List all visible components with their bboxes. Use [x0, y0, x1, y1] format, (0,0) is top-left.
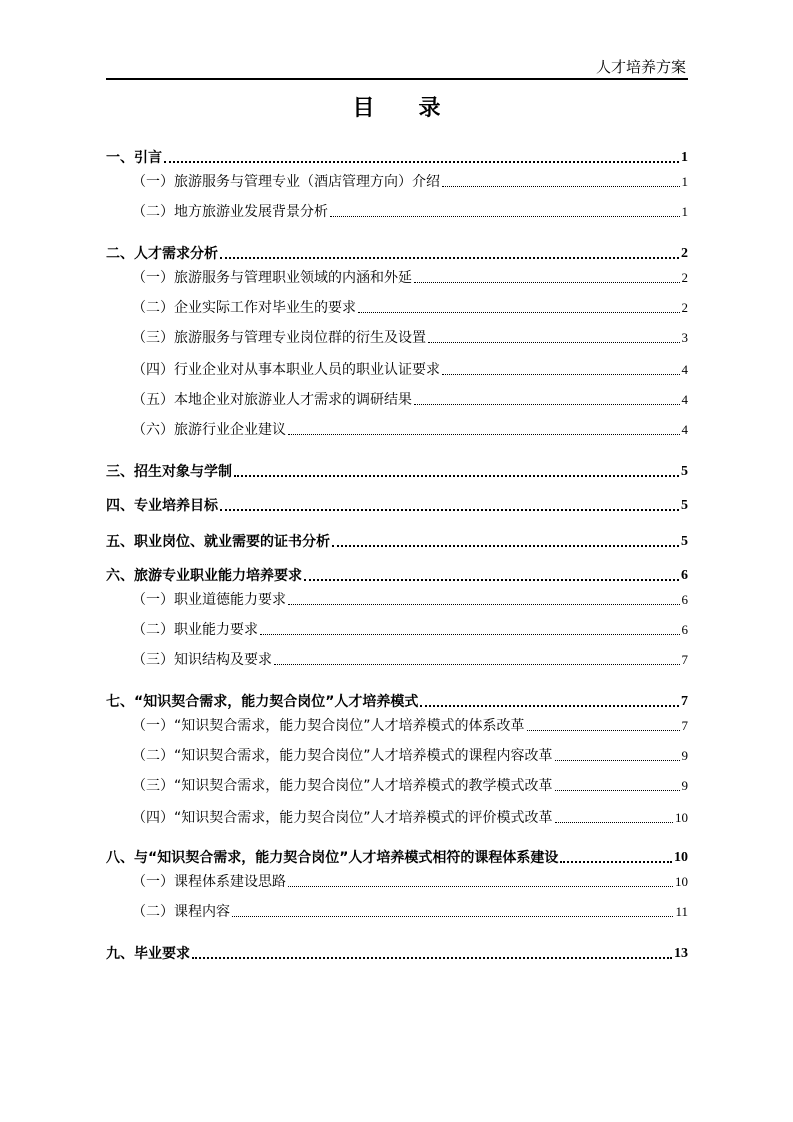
toc-entry-label: （一）“知识契合需求，能力契合岗位”人才培养模式的体系改革: [132, 718, 525, 734]
toc-entry-label: （二）职业能力要求: [132, 622, 258, 638]
toc-entry[interactable]: [106, 620, 688, 640]
toc-entry[interactable]: [106, 566, 688, 586]
toc-entry[interactable]: [106, 808, 688, 828]
toc-entry[interactable]: [106, 902, 688, 922]
toc-entry-label: （二）“知识契合需求，能力契合岗位”人才培养模式的课程内容改革: [132, 748, 553, 764]
dot-leader: [232, 916, 673, 917]
toc-entry-page-number: 7: [681, 718, 688, 733]
running-header: 人才培养方案: [595, 58, 686, 76]
toc-entry-label: （一）职业道德能力要求: [132, 592, 286, 608]
dot-leader: [332, 545, 679, 547]
dot-leader: [442, 374, 680, 375]
toc-entry-label: 六、旅游专业职业能力培养要求: [106, 568, 302, 584]
toc-entry[interactable]: [106, 944, 688, 964]
dot-leader: [288, 886, 673, 887]
toc-entry-page-number: 10: [675, 810, 688, 825]
toc-entry-page-number: 9: [681, 778, 688, 793]
toc-entry-page-number: 10: [675, 874, 688, 889]
toc-entry-page-number: 4: [681, 392, 688, 407]
toc-entry[interactable]: [106, 746, 688, 766]
dot-leader: [420, 705, 679, 707]
toc-entry-page-number: 1: [681, 174, 688, 189]
toc-entry-page-number: 11: [675, 904, 688, 919]
toc-entry-label: （二）课程内容: [132, 904, 230, 920]
toc-entry-label: 三、招生对象与学制: [106, 464, 232, 480]
toc-entry-label: （三）“知识契合需求，能力契合岗位”人才培养模式的教学模式改革: [132, 778, 553, 794]
toc-entry-label: 九、毕业要求: [106, 946, 190, 962]
toc-entry[interactable]: [106, 650, 688, 670]
dot-leader: [555, 790, 680, 791]
dot-leader: [527, 730, 680, 731]
toc-entry[interactable]: [106, 390, 688, 410]
toc-entry[interactable]: [106, 148, 688, 168]
toc-entry-label: 八、与“知识契合需求，能力契合岗位”人才培养模式相符的课程体系建设: [106, 850, 559, 866]
toc-entry[interactable]: [106, 872, 688, 892]
toc-entry[interactable]: [106, 420, 688, 440]
toc-entry[interactable]: [106, 590, 688, 610]
toc-entry[interactable]: [106, 532, 688, 552]
toc-entry-label: 一、引言: [106, 150, 162, 166]
dot-leader: [555, 760, 680, 761]
toc-entry[interactable]: [106, 328, 688, 348]
dot-leader: [220, 509, 679, 511]
toc-entry-page-number: 5: [681, 498, 688, 513]
toc-entry[interactable]: [106, 716, 688, 736]
toc-entry[interactable]: [106, 202, 688, 222]
toc-entry-label: （四）行业企业对从事本职业人员的职业认证要求: [132, 362, 440, 378]
toc-entry[interactable]: [106, 268, 688, 288]
toc-entry-page-number: 5: [681, 464, 688, 479]
toc-entry[interactable]: [106, 776, 688, 796]
toc-entry-page-number: 7: [681, 694, 688, 709]
toc-entry-label: （二）地方旅游业发展背景分析: [132, 204, 328, 220]
dot-leader: [560, 861, 672, 863]
dot-leader: [414, 404, 680, 405]
toc-entry-label: 七、“知识契合需求，能力契合岗位”人才培养模式: [106, 694, 419, 710]
dot-leader: [220, 257, 679, 259]
toc-entry-page-number: 6: [681, 592, 688, 607]
toc-entry-page-number: 2: [681, 270, 688, 285]
dot-leader: [260, 634, 680, 635]
toc-entry-label: （一）旅游服务与管理职业领域的内涵和外延: [132, 270, 412, 286]
dot-leader: [442, 186, 680, 187]
toc-entry-page-number: 2: [681, 246, 688, 261]
toc-entry-label: （三）旅游服务与管理专业岗位群的衍生及设置: [132, 330, 426, 346]
dot-leader: [164, 161, 679, 163]
dot-leader: [274, 664, 680, 665]
dot-leader: [428, 342, 680, 343]
dot-leader: [414, 282, 680, 283]
dot-leader: [555, 822, 673, 823]
toc-entry-label: 五、职业岗位、就业需要的证书分析: [106, 534, 330, 550]
toc-entry-label: （五）本地企业对旅游业人才需求的调研结果: [132, 392, 412, 408]
toc-entry-label: 二、人才需求分析: [106, 246, 218, 262]
dot-leader: [304, 579, 679, 581]
dot-leader: [330, 216, 680, 217]
toc-entry-label: （一）课程体系建设思路: [132, 874, 286, 890]
toc-entry[interactable]: [106, 298, 688, 318]
toc-entry-page-number: 1: [681, 204, 688, 219]
page-title: 目 录: [352, 96, 441, 121]
header-rule: [106, 78, 688, 80]
toc-entry-label: （三）知识结构及要求: [132, 652, 272, 668]
dot-leader: [358, 312, 680, 313]
toc-entry-page-number: 2: [681, 300, 688, 315]
dot-leader: [288, 604, 680, 605]
toc-entry-page-number: 1: [681, 150, 688, 165]
toc-entry-label: （四）“知识契合需求，能力契合岗位”人才培养模式的评价模式改革: [132, 810, 553, 826]
toc-entry-page-number: 10: [674, 850, 688, 865]
toc-entry-page-number: 13: [674, 946, 688, 961]
toc-entry-page-number: 6: [681, 622, 688, 637]
toc-entry[interactable]: [106, 360, 688, 380]
toc-entry[interactable]: [106, 462, 688, 482]
toc-entry-page-number: 3: [681, 330, 688, 345]
toc-entry-page-number: 5: [681, 534, 688, 549]
toc-entry-page-number: 4: [681, 362, 688, 377]
toc-entry-label: （六）旅游行业企业建议: [132, 422, 286, 438]
toc-entry-page-number: 4: [681, 422, 688, 437]
toc-entry-page-number: 6: [681, 568, 688, 583]
toc-entry-page-number: 7: [681, 652, 688, 667]
toc-entry[interactable]: [106, 496, 688, 516]
toc-entry[interactable]: [106, 848, 688, 868]
toc-entry-label: （一）旅游服务与管理专业（酒店管理方向）介绍: [132, 174, 440, 190]
toc-entry[interactable]: [106, 692, 688, 712]
toc-entry-page-number: 9: [681, 748, 688, 763]
toc-entry[interactable]: [106, 244, 688, 264]
dot-leader: [288, 434, 680, 435]
toc-entry-label: 四、专业培养目标: [106, 498, 218, 514]
toc-entry-label: （二）企业实际工作对毕业生的要求: [132, 300, 356, 316]
dot-leader: [192, 957, 672, 959]
toc-entry[interactable]: [106, 172, 688, 192]
dot-leader: [234, 475, 679, 477]
